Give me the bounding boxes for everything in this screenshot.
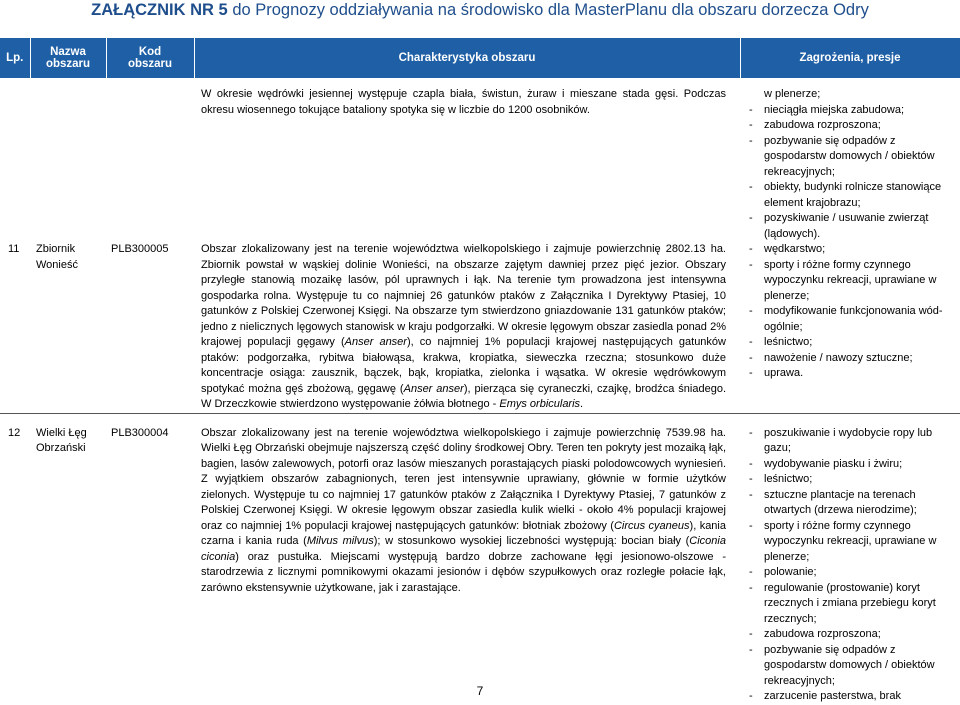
threat-item: - poszukiwanie i wydobycie ropy lub gazu; (740, 426, 960, 457)
header-code (106, 38, 194, 78)
header-name: Nazwa obszaru (30, 38, 106, 78)
header-code-line1: Kod (138, 46, 162, 58)
threat-item: - pozyskiwanie / usuwanie zwierząt (lądowych). (740, 211, 960, 242)
row-characteristics-text: Obszar zlokalizowany jest na terenie województwa wielkopolskiego i zajmuje powierzchnię 7539.98 ha. Wielki Łęg Obrzański obejmuje najszerszą część doliny środkowej Obry. Teren ten pokryty jest mozaiką łąk, bagien, lasów zalewowych, potorfi oraz lasów mieszanych porastających piaski polodowcowych wyniesień. Z wyjątkiem obszarów zabagnionych, teren jest intensywnie uprawiany, głównie w formie użytków zielonych. Występuje tu co najmniej 17 gatunków ptaków z Załącznika I Dyrektywy Ptasiej, 7 gatunków z Polskiej Czerwonej Księgi. W okresie lęgowym obszar zasiedla kulik wielki - około 4% populacji krajowej oraz co najmniej 1% populacji krajowej następujących gatunków: błotniak zbożowy (Circus cyaneus), kania czarna i kania ruda (Milvus milvus); w stosunkowo wysokiej liczebności występują: bocian biały (Ciconia ciconia) oraz pustułka. Miejscami występują bardzo dobrze zachowane łęgi jesionowo-olszowe - starodrzewia z licznymi pomnikowymi okazami jesionów i dębów szypułkowych oraz rozległe połacie łąk, zarówno ekstensywnie użytkowane, jak i zarastające. (201, 426, 726, 594)
table-header-row (0, 38, 960, 78)
row-threats-list (740, 242, 960, 382)
row-name: Zbiornik Wonieść (36, 243, 78, 271)
threat-item: - pozbywanie się odpadów z gospodarstw domowych / obiektów rekreacyjnych; (740, 643, 960, 690)
row-lp: 11 (8, 243, 20, 255)
continuation-characteristics: W okresie wędrówki jesiennej występuje czapla biała, świstun, żuraw i mieszane stada gęsi. Podczas okresu wiosennego tokujące bataliony spotyka się w liczbie do 1200 osobników. (201, 88, 726, 116)
page-number: 7 (476, 684, 484, 698)
threat-item: - obiekty, budynki rolnicze stanowiące element krajobrazu; (740, 180, 960, 211)
row-name: Wielki Łęg Obrzański (30, 413, 106, 705)
habitat-table (0, 38, 960, 705)
threat-item: - wędkarstwo; (740, 242, 960, 258)
threat-item: - regulowanie (prostowanie) koryt rzecznych i zmiana przebiegu koryt rzecznych; (740, 581, 960, 628)
threat-item: - leśnictwo; (740, 472, 960, 488)
threat-item: - nieciągła miejska zabudowa; (740, 103, 960, 119)
threat-item: - sztuczne plantacje na terenach otwartych (drzewa nierodzime); (740, 488, 960, 519)
row-code: PLB300005 (111, 243, 169, 255)
threat-item: w plenerze; (764, 88, 821, 100)
title-description: do Prognozy oddziaływania na środowisko dla MasterPlanu dla obszaru dorzecza Odry (227, 1, 869, 19)
header-characteristics: Charakterystyka obszaru (194, 38, 740, 78)
header-threats: Zagrożenia, presje (740, 38, 960, 78)
threat-item: - zarzucenie pasterstwa, brak (740, 689, 960, 705)
threat-item: - zabudowa rozproszona; (740, 118, 960, 134)
threat-item: - polowanie; (740, 565, 960, 581)
row-characteristics (194, 242, 740, 413)
table-row (0, 242, 960, 413)
table-row (0, 413, 960, 705)
header-lp: Lp. (0, 38, 30, 78)
threat-item: - modyfikowanie funkcjonowania wód- ogólnie; (740, 304, 960, 335)
continuation-threats-list (740, 87, 960, 242)
page-title (0, 1, 960, 20)
threat-item: - zabudowa rozproszona; (740, 627, 960, 643)
row-code: PLB300004 (106, 413, 194, 705)
threat-item: - uprawa. (740, 366, 960, 382)
threat-item: - pozbywanie się odpadów z gospodarstw domowych / obiektów rekreacyjnych; (740, 134, 960, 181)
threat-item: - sporty i różne formy czynnego wypoczynku rekreacji, uprawiane w plenerze; (740, 519, 960, 566)
header-code-line2: obszaru (127, 58, 173, 70)
row-characteristics-text: Obszar zlokalizowany jest na terenie województwa wielkopolskiego i zajmuje powierzchnię 2802.13 ha. Zbiornik powstał w wąskiej dolinie Wonieści, na obszarze zajętym dawniej przez pięć jezior. Obszary przyległe stanowią mozaikę lasów, pól uprawnych i łąk. Na terenie tym prowadzona jest intensywna gospodarka rolna. Występuje tu co najmniej 26 gatunków ptaków z Załącznika I Dyrektywy Ptasiej, 10 gatunków z Polskiej Czerwonej Księgi. Na obszarze tym stwierdzono gniazdowanie 131 gatunków ptaków; jedno z nielicznych lęgowych stanowisk w kraju podgorzałki. W okresie lęgowym obszar zasiedla ponad 2% krajowej populacji gęgawy (Anser anser), co najmniej 1% populacji krajowej następujących gatunków ptaków: podgorzałka, rybitwa białowąsa, krakwa, kropiatka, sieweczka rzeczna; stosunkowo duże koncentracje osiąga: zausznik, bączek, bąk, kropiatka, zielonka i wąsatka. W okresie wędrówkowym spotykać można gęś zbożową, gęgawę (Anser anser), pierząca się cyraneczki, czajkę, brodźca śniadego. W Drzeczkowie stwierdzono występowanie żółwia błotnego - Emys orbicularis. (201, 243, 727, 410)
row-characteristics (194, 413, 740, 705)
threat-item: - nawożenie / nawozy sztuczne; (740, 351, 960, 367)
row-lp: 12 (0, 413, 30, 705)
row-threats-list (740, 426, 960, 705)
threat-item: - sporty i różne formy czynnego wypoczynku rekreacji, uprawiane w plenerze; (740, 258, 960, 305)
table-row-continuation (0, 78, 960, 242)
threat-item: - leśnictwo; (740, 335, 960, 351)
title-attachment-number: ZAŁĄCZNIK NR 5 (91, 1, 228, 19)
threat-item: - wydobywanie piasku i żwiru; (740, 457, 960, 473)
